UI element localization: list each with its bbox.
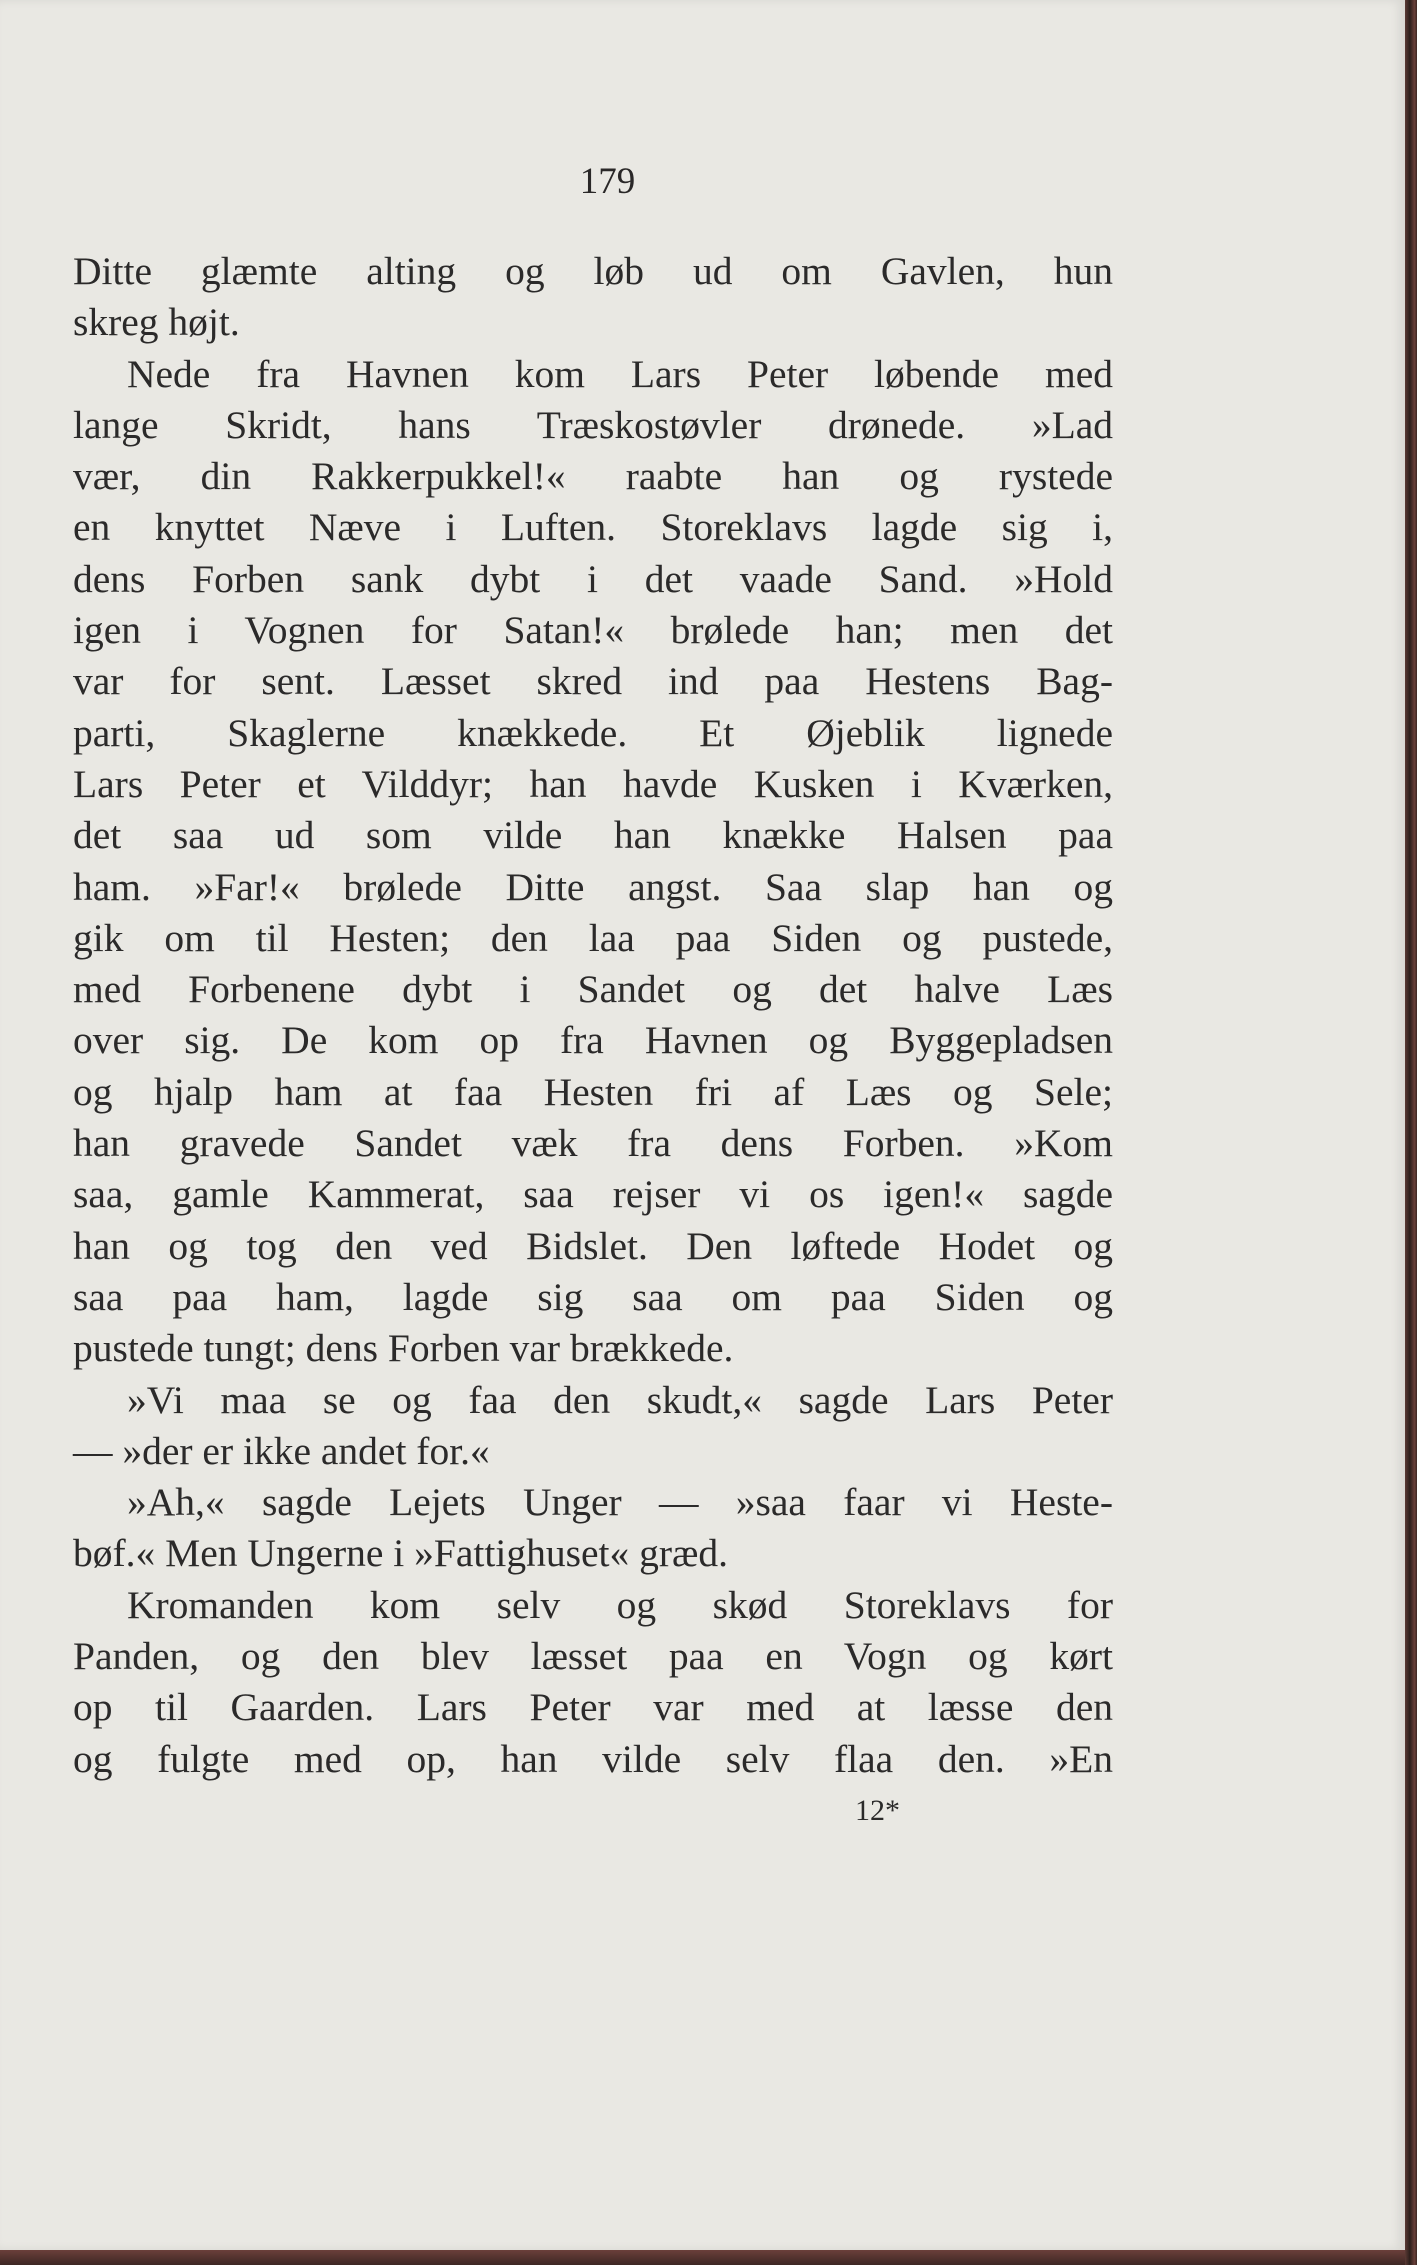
text-line: ham. »Far!« brølede Ditte angst. Saa slap han og (73, 864, 1113, 909)
text-line: en knyttet Næve i Luften. Storeklavs lagde sig i, (73, 505, 1113, 550)
text-line: Panden, og den blev læsset paa en Vogn og kørt (73, 1634, 1113, 1679)
text-line: op til Gaarden. Lars Peter var med at læsse den (73, 1685, 1113, 1730)
text-line: — »der er ikke andet for.« (73, 1428, 490, 1473)
text-line: Kromanden kom selv og skød Storeklavs for (127, 1582, 1113, 1627)
text-line: skreg højt. (73, 300, 240, 345)
text-line: saa paa ham, lagde sig saa om paa Siden og (73, 1274, 1113, 1319)
page-number: 179 (579, 161, 636, 202)
text-line: igen i Vognen for Satan!« brølede han; men det (73, 608, 1113, 653)
text-line: var for sent. Læsset skred ind paa Hestens Bag- (73, 659, 1113, 704)
text-line: Ditte glæmte alting og løb ud om Gavlen, hun (73, 249, 1113, 293)
text-line: »Vi maa se og faa den skudt,« sagde Lars Peter (127, 1377, 1113, 1422)
text-line: gik om til Hesten; den laa paa Siden og pustede, (73, 915, 1113, 960)
text-line: dens Forben sank dybt i det vaade Sand. »Hold (73, 556, 1113, 601)
text-line: parti, Skaglerne knækkede. Et Øjeblik lignede (73, 710, 1113, 755)
text-line: det saa ud som vilde han knække Halsen paa (73, 813, 1113, 858)
text-line: vær, din Rakkerpukkel!« raabte han og rystede (73, 454, 1113, 499)
text-line: lange Skridt, hans Træskostøvler drønede. »Lad (73, 402, 1113, 447)
text-line: Lars Peter et Vilddyr; han havde Kusken i Kværken, (73, 761, 1113, 806)
text-line: og hjalp ham at faa Hesten fri af Læs og Sele; (73, 1069, 1113, 1114)
text-line: han gravede Sandet væk fra dens Forben. »Kom (73, 1121, 1113, 1166)
book-bottom-edge (0, 2250, 1405, 2265)
text-line: »Ah,« sagde Lejets Unger — »saa faar vi Heste- (127, 1480, 1113, 1525)
text-line: og fulgte med op, han vilde selv flaa den. »En (73, 1736, 1113, 1781)
text-line: pustede tungt; dens Forben var brækkede. (73, 1326, 734, 1371)
text-line: bøf.« Men Ungerne i »Fattighuset« græd. (73, 1531, 728, 1576)
signature-mark: 12* (855, 1794, 900, 1827)
text-line: Nede fra Havnen kom Lars Peter løbende med (127, 351, 1113, 396)
text-line: over sig. De kom op fra Havnen og Byggepladsen (73, 1018, 1113, 1063)
book-spine-edge (1405, 0, 1417, 2265)
text-line: han og tog den ved Bidslet. Den løftede Hodet og (73, 1223, 1113, 1268)
text-line: med Forbenene dybt i Sandet og det halve Læs (73, 967, 1113, 1012)
body-text (73, 246, 1113, 1785)
text-line: saa, gamle Kammerat, saa rejser vi os igen!« sagde (73, 1172, 1113, 1217)
